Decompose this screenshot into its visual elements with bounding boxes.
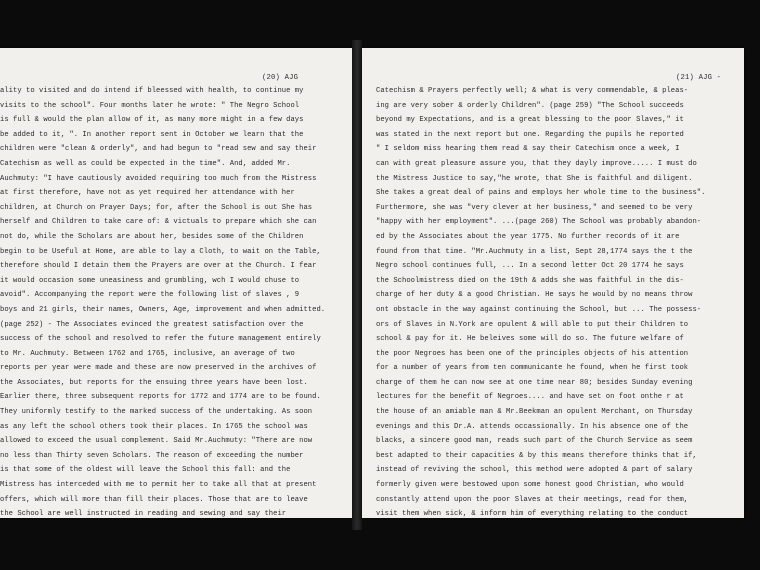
text-line: is full & would the plan allow of it, as many more might in a few days [0, 116, 304, 125]
text-line: They uniformly testify to the marked success of the undertaking. As soon [0, 408, 313, 417]
text-line: as any left the school others took their places. In 1765 the school was [0, 422, 308, 431]
text-line: Catechism & Prayers perfectly well; & what is very commendable, & pleas- [376, 87, 689, 95]
text-line: the Associates, but reports for the ensuing three years have been lost. [0, 378, 308, 387]
text-line: school & pay for it. He beleives some will do so. The future welfare of [376, 335, 684, 344]
text-line: allowed to exceed the usual complement. Said Mr.Auchmuty: "There are now [0, 437, 313, 446]
right-page-text [376, 84, 744, 518]
text-line: She takes a great deal of pains and employs her whole time to the business". [376, 189, 706, 198]
book-gutter [352, 40, 362, 530]
left-page [0, 48, 352, 518]
text-line: it would occasion some uneasiness and grumbling, wch I would chuse to [0, 276, 300, 285]
text-line: begin to be Useful at Home, are able to lay a Cloth, to wait on the Table, [0, 247, 321, 256]
text-line: Negro school continues full, ... In a second letter Oct 20 1774 he says [376, 262, 684, 271]
text-line: blacks, a sincere good man, reads such part of the Church Service as seem [376, 437, 693, 446]
text-line: beyond my Expectations, and is a great blessing to the poor Slaves," it [376, 116, 684, 125]
text-line: at first therefore, have not as yet required her attendance with her [0, 189, 295, 198]
text-line: Auchmuty: "I have cautiously avoided requiring too much from the Mistress [0, 174, 317, 183]
text-line: to Mr. Auchmuty. Between 1762 and 1765, inclusive, an average of two [0, 349, 295, 358]
right-page-header: (21) AJG - [676, 74, 722, 82]
text-line: not do, while the Scholars are about her, besides some of the Children [0, 232, 304, 241]
text-line: visits to the school". Four months later he wrote: " The Negro School [0, 101, 300, 110]
text-line: ing are very sober & orderly Children". (page 259) "The School succeeds [376, 101, 684, 110]
text-line: offers, which will more than fill their places. Those that are to leave [0, 495, 308, 504]
text-line: the Mistress Justice to say,"he wrote, that She is faithful and diligent. [376, 174, 693, 183]
text-line: therefore should I detain them the Prayers are over at the Church. I fear [0, 262, 317, 271]
text-line: Earlier there, three subsequent reports for 1772 and 1774 are to be found. [0, 393, 321, 402]
text-line: best adapted to their capacities & by this means therefore thinks that if, [376, 451, 697, 460]
text-line: evenings and this Dr.A. attends occassionally. In his absence one of the [376, 422, 689, 431]
text-line: the poor Negroes has been one of the principles objects of his attention [376, 349, 689, 358]
text-line: found from that time. "Mr.Auchmuty in a list, Sept 28,1774 says the t the [376, 247, 693, 256]
text-line: children, at Church on Prayer Days; for, after the School is out She has [0, 203, 313, 212]
text-line: charge of them he can now see at one time near 80; besides Sunday evening [376, 378, 693, 387]
text-line: avoid". Accompanying the report were the following list of slaves , 9 [0, 291, 300, 300]
text-line: ors of Slaves in N.York are opulent & will able to put their Children to [376, 320, 689, 329]
text-line: constantly attend upon the poor Slaves at their meetings, read for them, [376, 495, 689, 504]
text-line: no less than Thirty seven Scholars. The reason of exceeding the number [0, 451, 304, 460]
text-line: visit them when sick, & inform him of everything relating to the conduct [376, 510, 689, 518]
text-line: " I seldom miss hearing them read & say their Catechism once a week, I [376, 145, 680, 154]
text-line: formerly given were bestowed upon some honest good Christian, who would [376, 481, 684, 490]
text-line: ed by the Associates about the year 1775. No further records of it are [376, 232, 680, 241]
text-line: be added to it, ". In another report sent in October we learn that the [0, 130, 304, 139]
text-line: Furthermore, she was "very clever at her business," and seemed to be very [376, 203, 693, 212]
text-line: success of the school and resolved to refer the future management entirely [0, 335, 321, 344]
text-line: (page 252) - The Associates evinced the greatest satisfaction over the [0, 320, 304, 329]
text-line: can with great pleasure assure you, that they dayly improve..... I must do [376, 159, 697, 168]
text-line: reports per year were made and these are now preserved in the archives of [0, 364, 317, 373]
text-line: lectures for the benefit of Negroes.... and have set on foot onthe r at [376, 393, 684, 402]
text-line: the Schoolmistress died on the 19th & adds she was faithful in the dis- [376, 276, 684, 285]
text-line: instead of reviving the school, this method were adopted & part of salary [376, 466, 693, 475]
left-page-header: (20) AJG [262, 74, 299, 82]
text-line: children were "clean & orderly", and had begun to "read sew and say their [0, 145, 317, 154]
text-line: charge of her duty & a good Christian. He says he would by no means throw [376, 291, 693, 300]
left-page-text [0, 84, 352, 518]
text-line: boys and 21 girls, their names, Owners, Age, improvement and when admitted. [0, 305, 326, 314]
text-line: for a number of years from ten communicante he found, when he first took [376, 364, 689, 373]
text-line: the house of an amiable man & Mr.Beekman an opulent Merchant, on Thursday [376, 408, 693, 417]
text-line: is that some of the oldest will leave the School this fall: and the [0, 466, 291, 475]
text-line: ont obstacle in the way against continuing the School, but ... The possess- [376, 305, 702, 314]
right-page [362, 48, 744, 518]
text-line: Mistress has interceded with me to permit her to take all that at present [0, 481, 317, 490]
text-line: the School are well instructed in reading and sewing and say their [0, 510, 287, 518]
text-line: herself and Children to take care of: & victuals to prepare which she can [0, 218, 317, 227]
text-line: ality to visited and do intend if bleessed with health, to continue my [0, 87, 304, 95]
text-line: was stated in the next report but one. Regarding the pupils he reported [376, 130, 684, 139]
text-line: "happy with her employment". ...(page 260) The School was probably abandon- [376, 218, 702, 227]
text-line: Catechism as well as could be expected in the time". And, added Mr. [0, 159, 291, 168]
